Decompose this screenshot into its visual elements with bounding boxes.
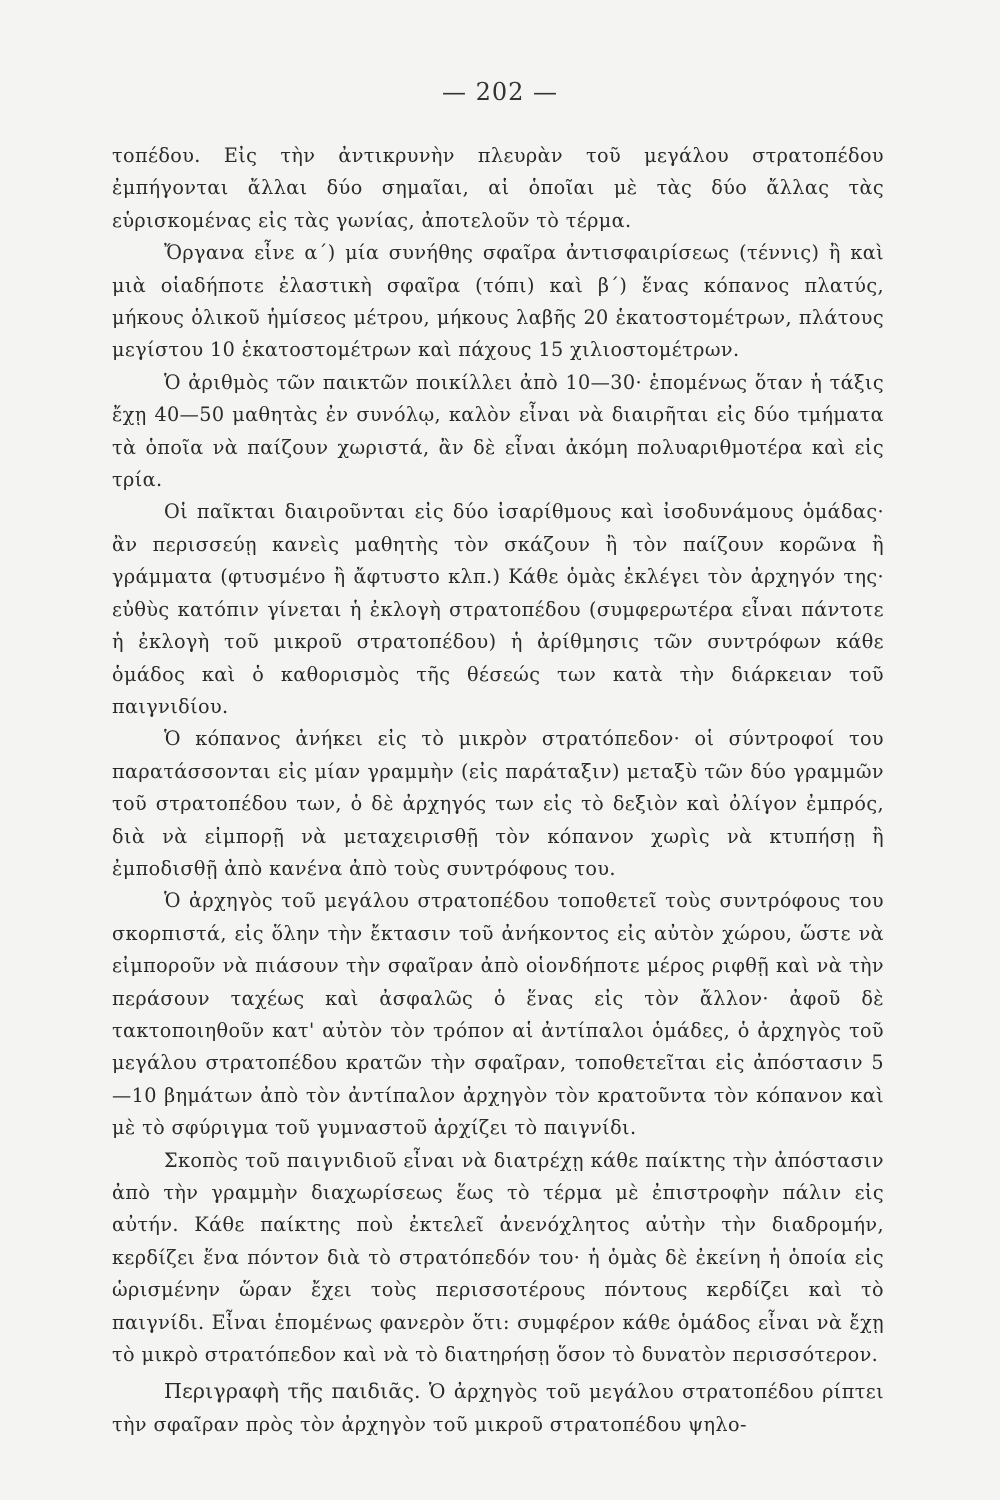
paragraph-5: Ὁ κόπανος ἀνήκει εἰς τὸ μικρὸν στρατόπεδον· οἱ σύντροφοί του παρατάσσονται εἰς μίαν γραμμὴν (εἰς παράταξιν) μεταξὺ τῶν δύο γραμμῶν τοῦ στρατοπέδου των, ὁ δὲ ἀρχηγός των εἰς τὸ δεξιὸν καὶ ὀλίγον ἐμπρός, διὰ νὰ εἰμπορῇ νὰ μεταχειρισθῇ τὸν κόπανον χωρὶς νὰ κτυπήσῃ ἢ ἐμποδισθῇ ἀπὸ κανένα ἀπὸ τοὺς συντρόφους του.: [112, 727, 884, 880]
paragraph-1: τοπέδου. Εἰς τὴν ἀντικρυνὴν πλευρὰν τοῦ μεγάλου στρατοπέδου ἐμπήγονται ἄλλαι δύο σημαῖαι, αἱ ὁποῖαι μὲ τὰς δύο ἄλλας τὰς εὑρισκομένας εἰς τὰς γωνίας, ἀποτελοῦν τὸ τέρμα.: [112, 144, 884, 232]
paragraph-8-text: Ὁ ἀρχηγὸς τοῦ μεγάλου στρατοπέδου ρίπτει τὴν σφαῖραν πρὸς τὸν ἀρχηγὸν τοῦ μικροῦ στρατοπέδου ψηλο-: [112, 1380, 885, 1436]
paragraph-7: Σκοπὸς τοῦ παιγνιδιοῦ εἶναι νὰ διατρέχῃ κάθε παίκτης τὴν ἀπόστασιν ἀπὸ τὴν γραμμὴν διαχωρίσεως ἕως τὸ τέρμα μὲ ἐπιστροφὴν πάλιν εἰς αὐτήν. Κάθε παίκτης ποὺ ἐκτελεῖ ἀνενόχλητος αὐτὴν τὴν διαδρομήν, κερδίζει ἕνα πόντον διὰ τὸ στρατόπεδόν του· ἡ ὁμὰς δὲ ἐκείνη ἡ ὁποία εἰς ὡρισμένην ὥραν ἔχει τοὺς περισσοτέρους πόντους κερδίζει καὶ τὸ παιγνίδι. Εἶναι ἑπομένως φανερὸν ὅτι: συμφέρον κάθε ὁμάδος εἶναι νὰ ἔχῃ τὸ μικρὸ στρατόπεδον καὶ νὰ τὸ διατηρήσῃ ὅσον τὸ δυνατὸν περισσότερον.: [112, 1148, 884, 1367]
section-heading: Περιγραφὴ τῆς παιδιᾶς.: [164, 1379, 421, 1404]
paragraph-3: Ὁ ἀριθμὸς τῶν παικτῶν ποικίλλει ἀπὸ 10—30· ἑπομένως ὅταν ἡ τάξις ἔχῃ 40—50 μαθητὰς ἐν συνόλῳ, καλὸν εἶναι νὰ διαιρῆται εἰς δύο τμήματα τὰ ὁποῖα νὰ παίζουν χωριστά, ἂν δὲ εἶναι ἀκόμη πολυαριθμοτέρα καὶ εἰς τρία.: [112, 370, 884, 492]
paragraph-4: Οἱ παῖκται διαιροῦνται εἰς δύο ἰσαρίθμους καὶ ἰσοδυνάμους ὁμάδας· ἂν περισσεύῃ κανεὶς μαθητὴς τὸν σκάζουν ἢ τὸν παίζουν κορῶνα ἢ γράμματα (φτυσμένο ἢ ἄφτυστο κλπ.) Κάθε ὁμὰς ἐκλέγει τὸν ἀρχηγόν της· εὐθὺς κατόπιν γίνεται ἡ ἐκλογὴ στρατοπέδου (συμφερωτέρα εἶναι πάντοτε ἡ ἐκλογὴ τοῦ μικροῦ στρατοπέδου) ἡ ἀρίθμησις τῶν συντρόφων κάθε ὁμάδος καὶ ὁ καθορισμὸς τῆς θέσεώς των κατὰ τὴν διάρκειαν τοῦ παιγνιδίου.: [112, 500, 884, 718]
paragraph-6: Ὁ ἀρχηγὸς τοῦ μεγάλου στρατοπέδου τοποθετεῖ τοὺς συντρόφους του σκορπιστά, εἰς ὅλην τὴν ἔκτασιν τοῦ ἀνήκοντος εἰς αὐτὸν χώρου, ὥστε νὰ εἰμποροῦν νὰ πιάσουν τὴν σφαῖραν ἀπὸ οἱονδήποτε μέρος ριφθῇ καὶ νὰ τὴν περάσουν ταχέως καὶ ἀσφαλῶς ὁ ἕνας εἰς τὸν ἄλλον· ἀφοῦ δὲ τακτοποιηθοῦν κατ' αὐτὸν τὸν τρόπον αἱ ἀντίπαλοι ὁμάδες, ὁ ἀρχηγὸς τοῦ μεγάλου στρατοπέδου κρατῶν τὴν σφαῖραν, τοποθετεῖται εἰς ἀπόστασιν 5—10 βημάτων ἀπὸ τὸν ἀντίπαλον ἀρχηγὸν τὸν κρατοῦντα τὸν κόπανον καὶ μὲ τὸ σφύριγμα τοῦ γυμναστοῦ ἀρχίζει τὸ παιγνίδι.: [112, 889, 884, 1140]
paragraph-8: [112, 1375, 884, 1441]
page-number: — 202 —: [441, 78, 559, 106]
paragraph-2: Ὄργανα εἶνε α΄) μία συνήθης σφαῖρα ἀντισφαιρίσεως (τέννις) ἢ καὶ μιὰ οἱαδήποτε ἐλαστικὴ σφαῖρα (τόπι) καὶ β΄) ἕνας κόπανος πλατύς, μήκους ὁλικοῦ ἡμίσεος μέτρου, μήκους λαβῆς 20 ἑκατοστομέτρων, πλάτους μεγίστου 10 ἑκατοστομέτρων καὶ πάχους 15 χιλιοστομέτρων.: [112, 241, 884, 362]
body-text: [112, 140, 884, 1441]
